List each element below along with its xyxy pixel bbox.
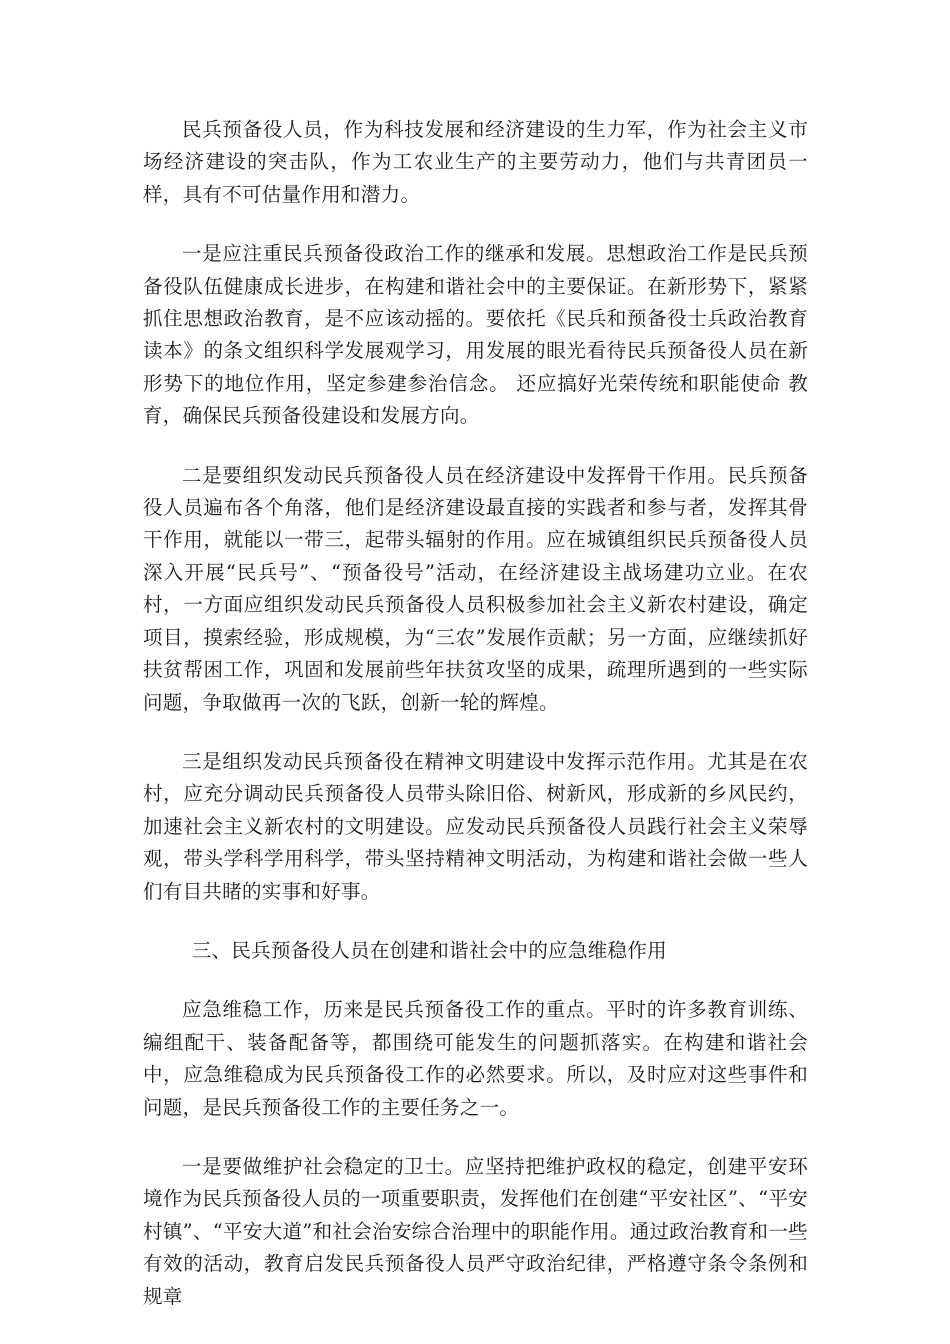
paragraph-intro: 民兵预备役人员，作为科技发展和经济建设的生力军，作为社会主义市场经济建设的突击队，作为工农业生产的主要劳动力，他们与共青团员一样，具有不可估量作用和潜力。	[143, 118, 808, 206]
document-body	[143, 114, 808, 1340]
section-heading: 三、民兵预备役人员在创建和谐社会中的应急维稳作用	[191, 938, 667, 962]
paragraph-stability-guard: 一是要做维护社会稳定的卫士。应坚持把维护政权的稳定，创建平安环境作为民兵预备役人员的一项重要职责，发挥他们在创建“平安社区”、“平安村镇”、“平安大道”和社会治安综合治理中的职能作用。通过政治教育和一些有效的活动，教育启发民兵预备役人员严守政治纪律，严格遵守条令条例和规章	[143, 1154, 808, 1308]
paragraph-economic-role: 二是要组织发动民兵预备役人员在经济建设中发挥骨干作用。民兵预备役人员遍布各个角落，他们是经济建设最直接的实践者和参与者，发挥其骨干作用，就能以一带三，起带头辐射的作用。应在城镇组织民兵预备役人员深入开展“民兵号”、“预备役号”活动，在经济建设主战场建功立业。在农村，一方面应组织发动民兵预备役人员积极参加社会主义新农村建设，确定项目，摸索经验，形成规模，为“三农”发展作贡献；另一方面，应继续抓好扶贫帮困工作，巩固和发展前些年扶贫攻坚的成果，疏理所遇到的一些实际问题，争取做再一次的飞跃，创新一轮的辉煌。	[143, 463, 808, 714]
paragraph-civilization-role: 三是组织发动民兵预备役在精神文明建设中发挥示范作用。尤其是在农村，应充分调动民兵预备役人员带头除旧俗、树新风，形成新的乡风民约，加速社会主义新农村的文明建设。应发动民兵预备役人员践行社会主义荣辱观，带头学科学用科学，带头坚持精神文明活动，为构建和谐社会做一些人们有目共睹的实事和好事。	[143, 749, 808, 903]
paragraph-emergency-work: 应急维稳工作，历来是民兵预备役工作的重点。平时的许多教育训练、编组配干、装备配备等，都围绕可能发生的问题抓落实。在构建和谐社会中，应急维稳成为民兵预备役工作的必然要求。所以，及时应对这些事件和问题，是民兵预备役工作的主要任务之一。	[143, 998, 808, 1119]
paragraph-political-work: 一是应注重民兵预备役政治工作的继承和发展。思想政治工作是民兵预备役队伍健康成长进步，在构建和谐社会中的主要保证。在新形势下，紧紧抓住思想政治教育，是不应该动摇的。要依托《民兵和预备役士兵政治教育读本》的条文组织科学发展观学习，用发展的眼光看待民兵预备役人员在新形势下的地位作用，坚定参建参治信念。 还应搞好光荣传统和职能使命 教育，确保民兵预备役建设和发展方向。	[143, 242, 808, 428]
